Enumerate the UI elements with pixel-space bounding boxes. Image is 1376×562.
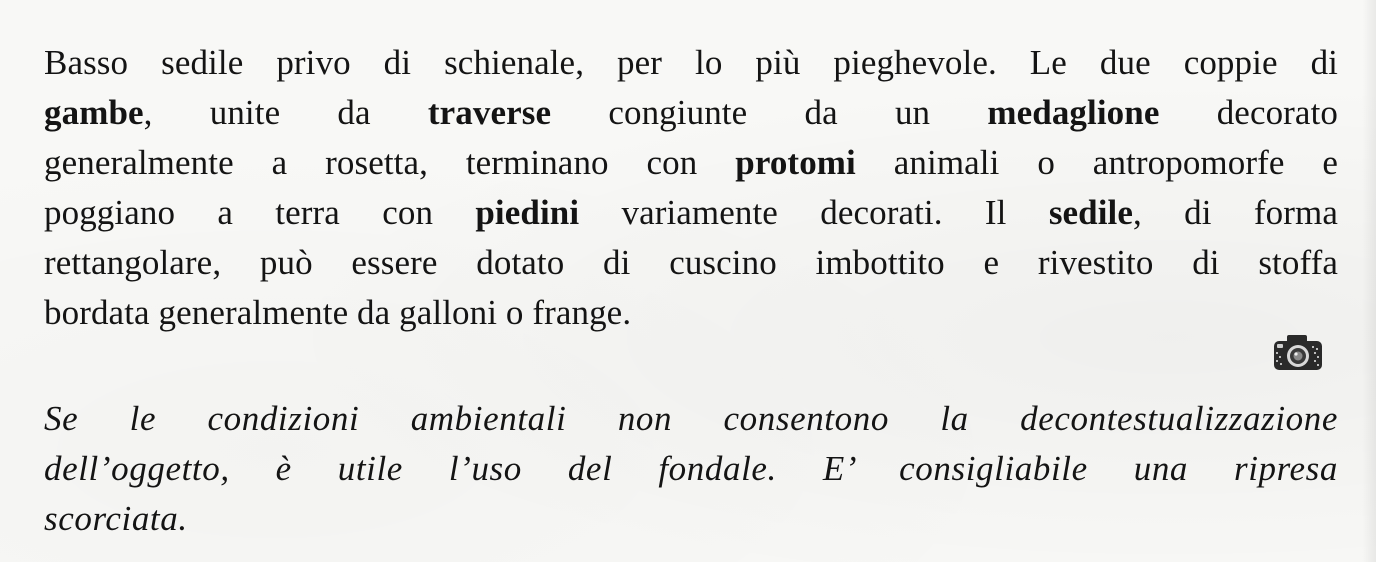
bold-term: protomi [735, 143, 856, 182]
text-run: , unite da [143, 93, 428, 132]
text-run: Basso sedile privo di schienale, per lo più pieghevole. Le due coppie di [44, 43, 1338, 82]
text-run: animali o antropomorfe e [855, 143, 1339, 182]
description-line [44, 88, 1338, 138]
photo-note-line: dell’oggetto, è utile l’uso del fondale. E’ consigliabile una ripresa [44, 449, 1338, 488]
bold-term: sedile [1048, 193, 1134, 232]
text-run: rettangolare, può essere dotato di cuscino imbottito e rivestito di stoffa [44, 243, 1338, 282]
camera-icon [1272, 332, 1324, 372]
text-run: , di forma [1133, 193, 1338, 232]
description-line [44, 188, 1338, 238]
description-line [44, 38, 1338, 88]
description-paragraph [44, 38, 1338, 338]
description-line [44, 238, 1338, 288]
photo-note-paragraph [44, 394, 1338, 544]
photo-note-line: Se le condizioni ambientali non consentono la decontestualizzazione [44, 399, 1338, 438]
bold-term: piedini [475, 193, 580, 232]
bold-term: gambe [44, 93, 144, 132]
text-run: poggiano a terra con [44, 193, 476, 232]
description-line [44, 288, 1338, 338]
text-run: congiunte da un [551, 93, 988, 132]
text-run: decorato [1159, 93, 1338, 132]
page-edge-shadow [1362, 0, 1376, 562]
text-run: variamente decorati. Il [579, 193, 1049, 232]
bold-term: medaglione [987, 93, 1160, 132]
text-run: bordata generalmente da galloni o frange. [44, 293, 632, 332]
description-line [44, 138, 1338, 188]
photo-note-line: scorciata. [44, 499, 188, 538]
text-run: generalmente a rosetta, terminano con [44, 143, 736, 182]
bold-term: traverse [427, 93, 552, 132]
